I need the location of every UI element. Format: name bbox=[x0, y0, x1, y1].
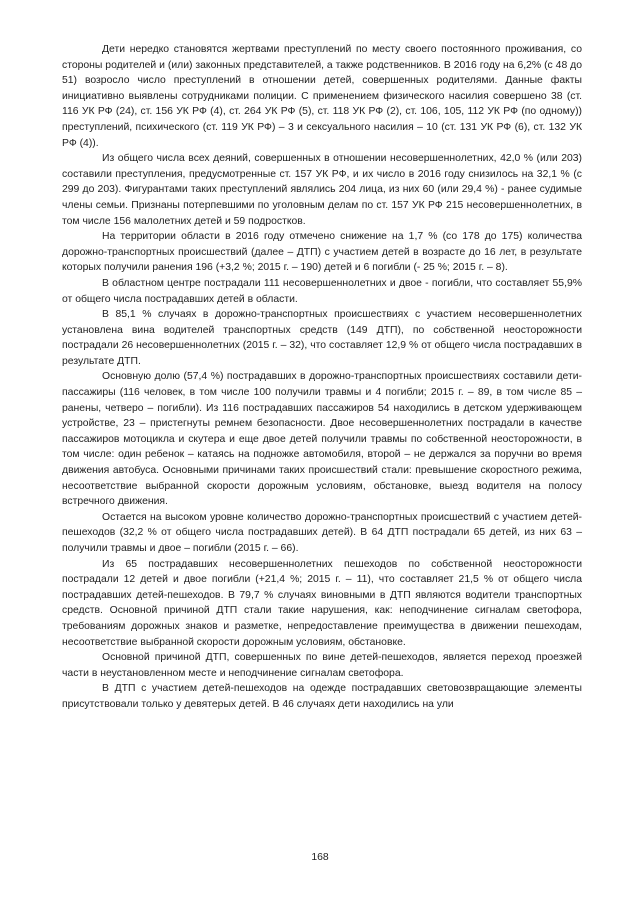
page-number: 168 bbox=[311, 852, 329, 863]
paragraph-2: Из общего числа всех деяний, совершенных в отношении несовершеннолетних, 42,0 % (или 203) составили преступления, предусмотренные ст. 157 УК РФ, и их число в 2016 году снизилось на 32,1 % (с 299 до 203). Фигурантами таких преступлений являлись 204 лица, из них 60 (или 29,4 %) - ранее судимые члены семьи. Признаны потерпевшими по уголовным делам по ст. 157 УК РФ 215 несовершеннолетних, в том числе 156 малолетних детей и 59 подростков. bbox=[62, 153, 582, 227]
paragraph-6: Основную долю (57,4 %) пострадавших в дорожно-транспортных происшествиях составили дети-пассажиры (116 человек, в том числе 100 получили травмы и 4 погибли; 2015 г. – 89, в том числе 85 – ранены, четверо – погибли). Из 116 пострадавших пассажиров 54 находились в детском удерживающем устройстве, 23 – пристегнуты ремнем безопасности. Двое несовершеннолетних пострадали в качестве пассажиров мотоцикла и скутера и еще двое детей получили травмы по собственной неосторожности, в том числе: один ребенок – катаясь на подножке автомобиля, второй – не держался за поручни во время движения автобуса. Основными причинами таких происшествий стали: превышение скоростного режима, несоответствие выбранной скорости дорожным условиям, обстановке, выезд водителя на полосу встречного движения. bbox=[62, 371, 582, 508]
paragraph-9: Основной причиной ДТП, совершенных по вине детей-пешеходов, является переход проезжей части в неустановленном месте и неподчинение сигналам светофора. bbox=[62, 652, 582, 679]
document-body bbox=[62, 42, 582, 713]
paragraph-7: Остается на высоком уровне количество дорожно-транспортных происшествий с участием детей-пешеходов (32,2 % от общего числа пострадавших детей). В 64 ДТП пострадали 65 детей, из них 63 – получили травмы и двое – погибли (2015 г. – 66). bbox=[62, 511, 582, 554]
paragraph-10: В ДТП с участием детей-пешеходов на одежде пострадавших световозвращающие элементы присутствовали только у девятерых детей. В 46 случаях дети находились на ули bbox=[62, 683, 582, 710]
paragraph-3: На территории области в 2016 году отмечено снижение на 1,7 % (со 178 до 175) количества дорожно-транспортных происшествий (далее – ДТП) с участием детей в возрасте до 16 лет, в результате которых получили ранения 196 (+3,2 %; 2015 г. – 190) детей и 6 погибли (- 25 %; 2015 г. – 8). bbox=[62, 231, 582, 274]
paragraph-1: Дети нередко становятся жертвами преступлений по месту своего постоянного проживания, со стороны родителей и (или) законных представителей, а также родственников. В 2016 году на 6,2% (с 48 до 51) возросло число преступлений в отношении детей, совершенных родителями. Данные факты инициативно выявлены сотрудниками полиции. С применением физического насилия совершено 38 (ст. 116 УК РФ (24), ст. 156 УК РФ (4), ст. 264 УК РФ (5), ст. 118 УК РФ (2), ст. 106, 105, 112 УК РФ (по одному)) преступлений, психического (ст. 119 УК РФ) – 3 и сексуального насилия – 10 (ст. 131 УК РФ (6), ст. 132 УК РФ (4)). bbox=[62, 44, 582, 149]
paragraph-4: В областном центре пострадали 111 несовершеннолетних и двое - погибли, что составляет 55,9% от общего числа пострадавших детей в области. bbox=[62, 277, 582, 305]
paragraph-5: В 85,1 % случаях в дорожно-транспортных происшествиях с участием несовершеннолетних установлена вина водителей транспортных средств (149 ДТП), по собственной неосторожности пострадали 26 несовершеннолетних (2015 г. – 32), что составляет 12,9 % от общего числа пострадавших в результате ДТП. bbox=[62, 309, 582, 367]
paragraph-8: Из 65 пострадавших несовершеннолетних пешеходов по собственной неосторожности пострадали 12 детей и двое погибли (+21,4 %; 2015 г. – 11), что составляет 21,5 % от общего числа пострадавших детей-пешеходов. В 79,7 % случаях виновными в ДТП являются водители транспортных средств. Основной причиной ДТП стали такие нарушения, как: неподчинение сигналам светофора, требованиям дорожных знаков и разметке, непредоставление преимущества в движении пешеходам, несоответствие выбранной скорости дорожным условиям, обстановке. bbox=[62, 558, 582, 648]
